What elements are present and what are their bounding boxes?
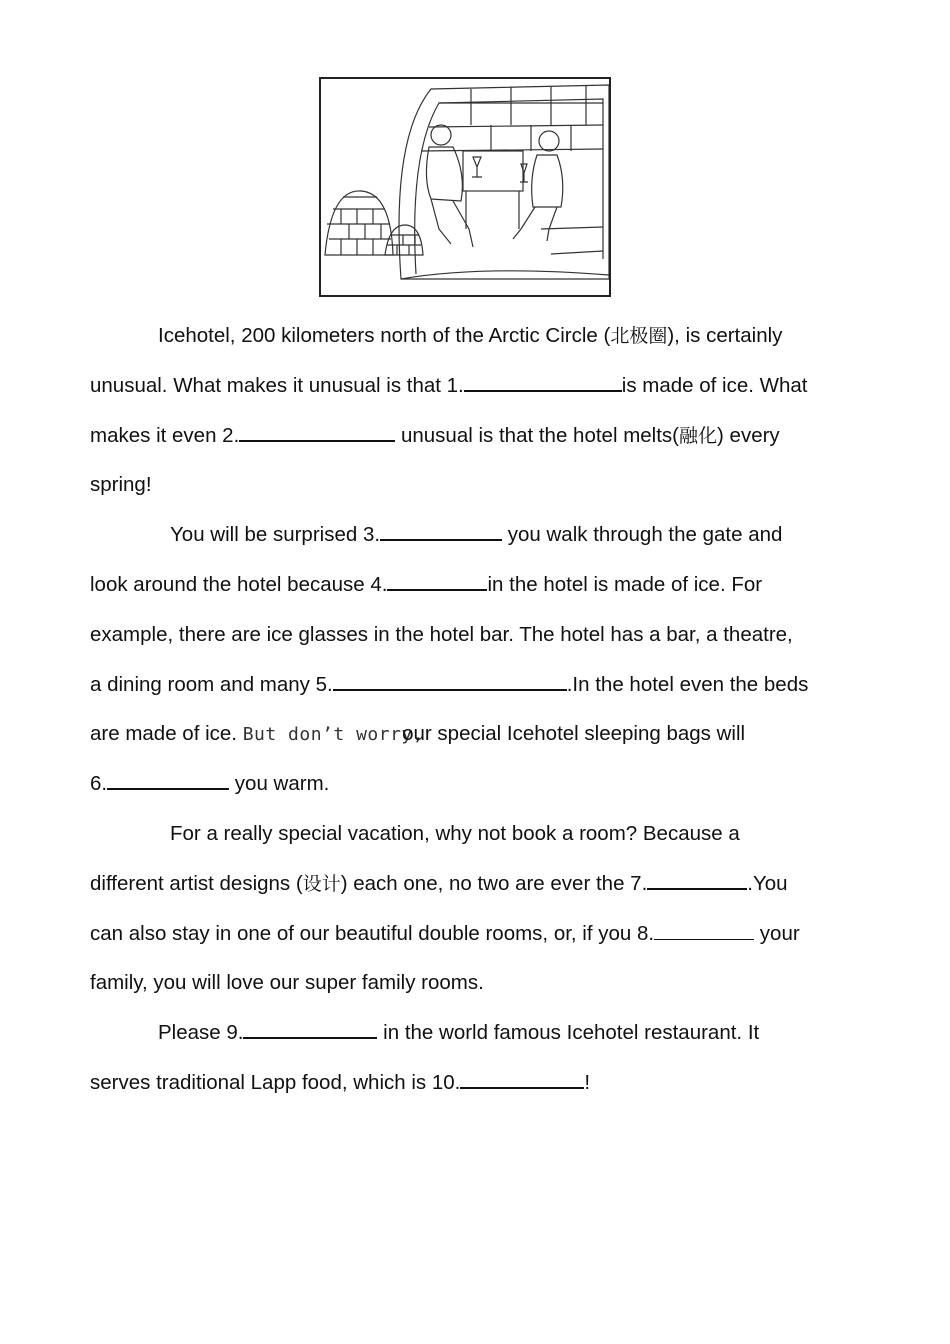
paragraph-2-line-2 — [90, 560, 865, 610]
blank-3[interactable] — [380, 519, 502, 541]
text: unusual is that the hotel melts( — [395, 423, 680, 447]
paragraph-3-line-2 — [90, 859, 865, 909]
blank-7[interactable] — [647, 868, 747, 890]
passage — [90, 311, 865, 1108]
blank-2[interactable] — [239, 420, 395, 442]
text: You will be surprised 3. — [170, 523, 381, 547]
text: our special Icehotel sleeping bags will — [402, 722, 746, 746]
text: ) each one, no two are ever the 7. — [340, 871, 648, 895]
text: Icehotel, 200 kilometers north of the Arctic Circle ( — [158, 324, 611, 347]
blank-9[interactable] — [243, 1017, 377, 1039]
blank-5[interactable] — [333, 669, 567, 691]
blank-10[interactable] — [460, 1067, 584, 1089]
paragraph-2-line-5 — [90, 709, 865, 759]
blank-1[interactable] — [464, 370, 622, 392]
blank-6[interactable] — [107, 768, 229, 790]
paragraph-2-line-1 — [90, 510, 865, 560]
paragraph-2-line-6 — [90, 759, 865, 809]
text: different artist designs ( — [90, 871, 303, 895]
text: in the hotel is made of ice. For — [487, 572, 763, 596]
text: you walk through the gate and — [502, 523, 783, 547]
paragraph-4-line-2 — [90, 1058, 865, 1108]
paragraph-1-line-1 — [90, 311, 865, 361]
icehotel-illustration — [319, 77, 611, 297]
text: in the world famous Icehotel restaurant. It — [377, 1021, 760, 1045]
paragraph-1-line-2 — [90, 361, 865, 411]
igloo-large — [325, 191, 393, 255]
text: ) every — [717, 423, 780, 447]
text: Please 9. — [158, 1021, 244, 1045]
person-left — [431, 125, 451, 145]
text: .In the hotel even the beds — [566, 672, 809, 696]
paragraph-3-line-3 — [90, 909, 865, 959]
text: spring! — [90, 473, 152, 497]
text: is made of ice. What — [621, 373, 808, 397]
text: ), is certainly — [667, 324, 783, 347]
overprinted-text: But don’t worry, — [242, 724, 425, 746]
text: family, you will love our super family rooms. — [90, 971, 484, 995]
text: look around the hotel because 4. — [90, 572, 388, 596]
paragraph-1-line-3 — [90, 411, 865, 461]
text: example, there are ice glasses in the hotel bar. The hotel has a bar, a theatre, — [90, 622, 793, 646]
paragraph-4-line-1 — [90, 1008, 865, 1058]
paragraph-2-line-4 — [90, 660, 865, 710]
ice-hall-wall — [399, 85, 609, 279]
blank-4[interactable] — [387, 569, 487, 591]
text: For a really special vacation, why not book a room? Because a — [170, 821, 740, 845]
icehotel-drawing — [321, 79, 609, 295]
paragraph-2-line-3 — [90, 610, 865, 660]
paragraph-3-line-4 — [90, 958, 865, 1008]
chinese-gloss: 设计 — [302, 872, 341, 895]
text: ! — [584, 1070, 591, 1094]
text: your — [754, 921, 800, 945]
text: unusual. What makes it unusual is that 1. — [90, 373, 464, 397]
paragraph-3-line-1 — [90, 809, 865, 859]
blank-8[interactable] — [654, 919, 754, 940]
text: makes it even 2. — [90, 423, 240, 447]
text: are made of ice. — [90, 722, 243, 746]
text: you warm. — [229, 772, 330, 796]
text: 6. — [90, 772, 108, 796]
text: .You — [747, 871, 788, 895]
chinese-gloss: 融化 — [679, 424, 718, 447]
chinese-gloss: 北极圈 — [610, 325, 668, 347]
text: can also stay in one of our beautiful double rooms, or, if you 8. — [90, 921, 655, 945]
paragraph-1-line-4 — [90, 460, 865, 510]
person-right — [539, 131, 559, 151]
ice-table — [463, 151, 523, 191]
text: a dining room and many 5. — [90, 672, 333, 696]
text: serves traditional Lapp food, which is 10. — [90, 1070, 461, 1094]
